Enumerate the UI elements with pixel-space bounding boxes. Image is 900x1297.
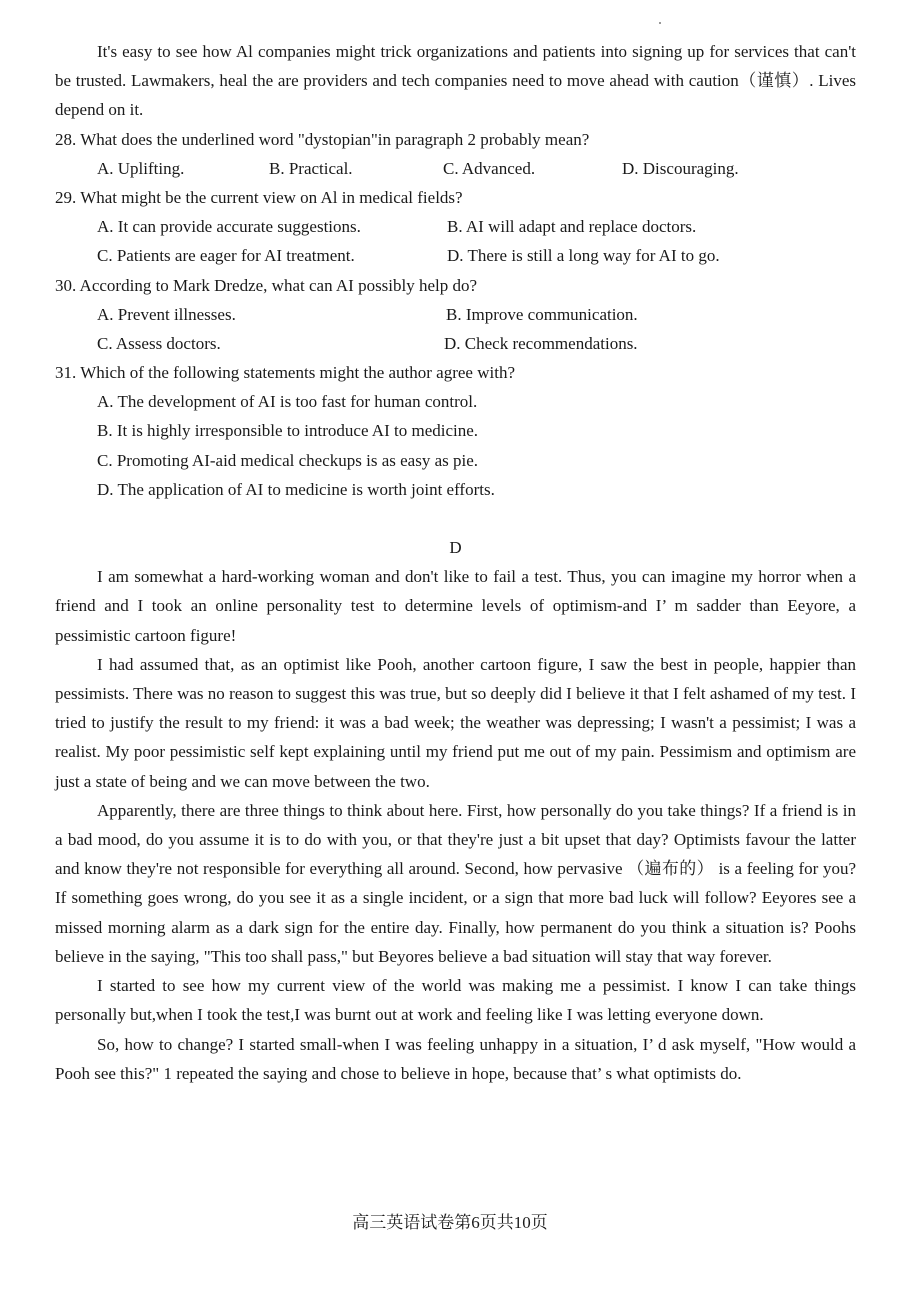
passage-d-paragraph-3: Apparently, there are three things to think about here. First, how personally do you take things? If a friend is in a bad mood, do you assume it is to do with you, or that they're just a bit upset that day? Optimists favour the latter and know they're not responsible for everything all around. Second, how pervasive （遍布的） is a feeling for you? If something goes wrong, do you see it as a single incident, or a sign that more bad luck will follow? Eeyores see a missed morning alarm as a dark sign for the entire day. Finally, how permanent do you think a situation is? Poohs believe in the saying, "This too shall pass," but Beyores believe a bad situation will stay that way forever. (55, 800, 856, 966)
option-d[interactable]: D. Discouraging. (622, 158, 739, 178)
option-a[interactable]: A. The development of AI is too fast for human control. (97, 392, 478, 412)
option-a[interactable]: A. It can provide accurate suggestions. (97, 217, 361, 237)
option-c[interactable]: C. Patients are eager for AI treatment. (97, 246, 355, 266)
option-a[interactable]: A. Uplifting. (97, 158, 185, 178)
option-d[interactable]: D. The application of AI to medicine is worth joint efforts. (97, 479, 495, 499)
options-row (55, 154, 856, 183)
option-a[interactable]: A. Prevent illnesses. (97, 304, 236, 324)
option-b[interactable]: B. It is highly irresponsible to introduce AI to medicine. (97, 421, 479, 441)
option-b[interactable]: B. Practical. (269, 158, 353, 178)
option-c[interactable]: C. Promoting AI-aid medical checkups is as easy as pie. (97, 450, 478, 470)
option-c[interactable]: C. Assess doctors. (97, 333, 221, 353)
options-row (55, 212, 856, 241)
question-stem: 29. What might be the current view on Al in medical fields? (55, 187, 463, 207)
question-31 (55, 358, 856, 504)
passage-d-title: D (449, 538, 462, 558)
passage-d-paragraph-4: I started to see how my current view of the world was making me a pessimist. I know I can take things personally but,when I took the test,I was burnt out at work and feeling like I was letting everyone down. (55, 976, 856, 1025)
question-stem: 28. What does the underlined word "dystopian"in paragraph 2 probably mean? (55, 129, 590, 149)
question-29 (55, 183, 856, 271)
passage-c-closing-paragraph: It's easy to see how Al companies might trick organizations and patients into signing up for services that can't be trusted. Lawmakers, heal the are providers and tech companies need to move ahead with caution（谨慎）. Lives depend on it. (55, 42, 856, 120)
option-c[interactable]: C. Advanced. (443, 158, 536, 178)
options-row (55, 300, 856, 329)
option-b[interactable]: B. Improve communication. (446, 304, 638, 324)
question-stem: 31. Which of the following statements might the author agree with? (55, 363, 515, 383)
scan-artifact-dot (659, 22, 661, 24)
option-b[interactable]: B. AI will adapt and replace doctors. (447, 217, 697, 237)
question-30 (55, 271, 856, 359)
question-28 (55, 125, 856, 183)
option-d[interactable]: D. Check recommendations. (444, 333, 638, 353)
passage-d-paragraph-2: I had assumed that, as an optimist like Pooh, another cartoon figure, I saw the best in people, happier than pessimists. There was no reason to suggest this was true, but so deeply did I believe it that I felt ashamed of my test. I tried to justify the result to my friend: it was a bad week; the weather was depressing; I wasn't a pessimist; I was a realist. My poor pessimistic self kept explaining until my friend put me out of my pain. Pessimism and optimism are just a state of being and we can move between the two. (55, 654, 856, 791)
passage-d-paragraph-1: I am somewhat a hard-working woman and don't like to fail a test. Thus, you can imagine my horror when a friend and I took an online personality test to determine levels of optimism-and I’ m sadder than Eeyore, a pessimistic cartoon figure! (55, 567, 856, 645)
page-footer: 高三英语试卷第6页共10页 (352, 1213, 548, 1232)
option-d[interactable]: D. There is still a long way for AI to go. (447, 246, 720, 266)
options-row (55, 329, 856, 358)
passage-d-paragraph-5: So, how to change? I started small-when I was feeling unhappy in a situation, I’ d ask myself, "How would a Pooh see this?" 1 repeated the saying and chose to believe in hope, because that’ s what optimists do. (55, 1034, 856, 1083)
question-stem: 30. According to Mark Dredze, what can AI possibly help do? (55, 275, 478, 295)
exam-page (55, 37, 856, 1088)
options-row (55, 241, 856, 270)
